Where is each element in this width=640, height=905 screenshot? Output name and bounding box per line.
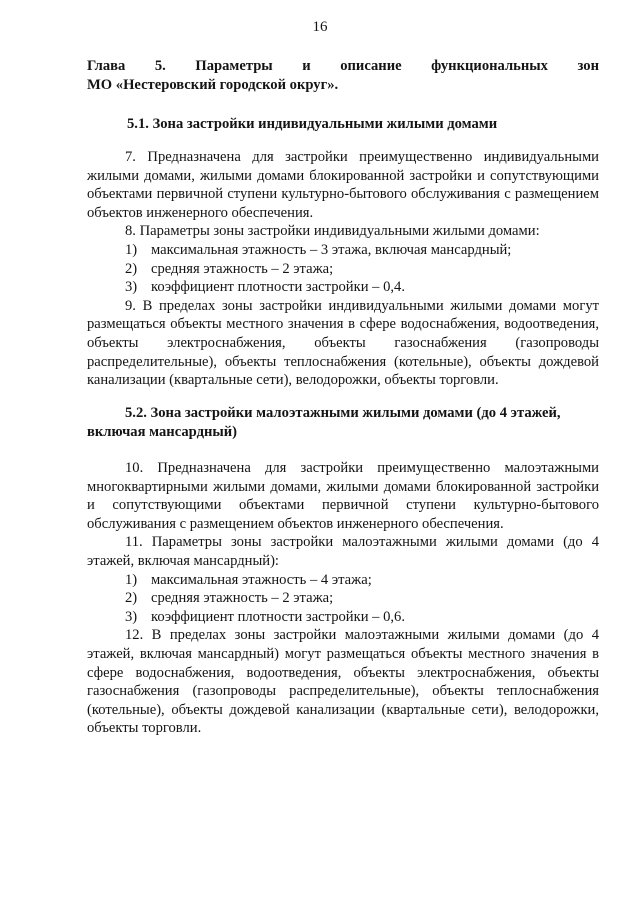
section-5-1-title: 5.1. Зона застройки индивидуальными жилыми домами	[127, 116, 498, 132]
list-item: 3) коэффициент плотности застройки – 0,4.	[125, 279, 405, 296]
list-item: 2) средняя этажность – 2 этажа;	[125, 590, 334, 607]
list-item: 2) средняя этажность – 2 этажа;	[125, 260, 334, 277]
list-item: 1) максимальная этажность – 4 этажа;	[125, 571, 372, 588]
section-5-2-title: 5.2. Зона застройки малоэтажными жилыми домами (до 4 этажей, включая мансардный)	[87, 405, 561, 440]
paragraph-9: 9. В пределах зоны застройки индивидуальными жилыми домами могут размещаться объекты местного значения в сфере водоснабжения, водоотведения, объекты электроснабжения, объекты газоснабжения (газопроводы распределительные), объекты теплоснабжения (котельные), объекты дождевой канализации (квартальные сети), велодорожки, объекты торговли.	[87, 297, 599, 389]
section-5-1-body	[87, 148, 599, 390]
paragraph-10: 10. Предназначена для застройки преимущественно малоэтажными многоквартирными жилыми домами, жилыми домами блокированной застройки и сопутствующими объектами первичной ступени культурно-бытового обслуживания с размещением объектов инженерного обеспечения.	[87, 460, 599, 532]
chapter-heading	[87, 57, 599, 95]
chapter-heading-line1: Глава 5. Параметры и описание функциональных зон	[87, 58, 599, 74]
list-item: 1) максимальная этажность – 3 этажа, включая мансардный;	[125, 241, 512, 258]
paragraph-11: 11. Параметры зоны застройки малоэтажными жилыми домами (до 4 этажей, включая мансардный):	[87, 534, 599, 569]
section-5-2-body	[87, 459, 599, 738]
paragraph-7: 7. Предназначена для застройки преимущественно индивидуальными жилыми домами, жилыми домами блокированной застройки и сопутствующими объектами первичной ступени культурно-бытового обслуживания с размещением объектов инженерного обеспечения.	[87, 149, 599, 221]
paragraph-8: 8. Параметры зоны застройки индивидуальными жилыми домами:	[125, 223, 540, 240]
list-item: 3) коэффициент плотности застройки – 0,6.	[125, 608, 405, 625]
paragraph-12: 12. В пределах зоны застройки малоэтажными жилыми домами (до 4 этажей, включая мансардный) могут размещаться объекты местного значения в сфере водоснабжения, водоотведения, объекты электроснабжения, объекты газоснабжения (газопроводы распределительные), объекты теплоснабжения (котельные), объекты дождевой канализации (квартальные сети), велодорожки, объекты торговли.	[87, 627, 599, 737]
page-number: 16	[312, 19, 328, 35]
chapter-heading-line2: МО «Нестеровский городской округ».	[87, 77, 339, 93]
